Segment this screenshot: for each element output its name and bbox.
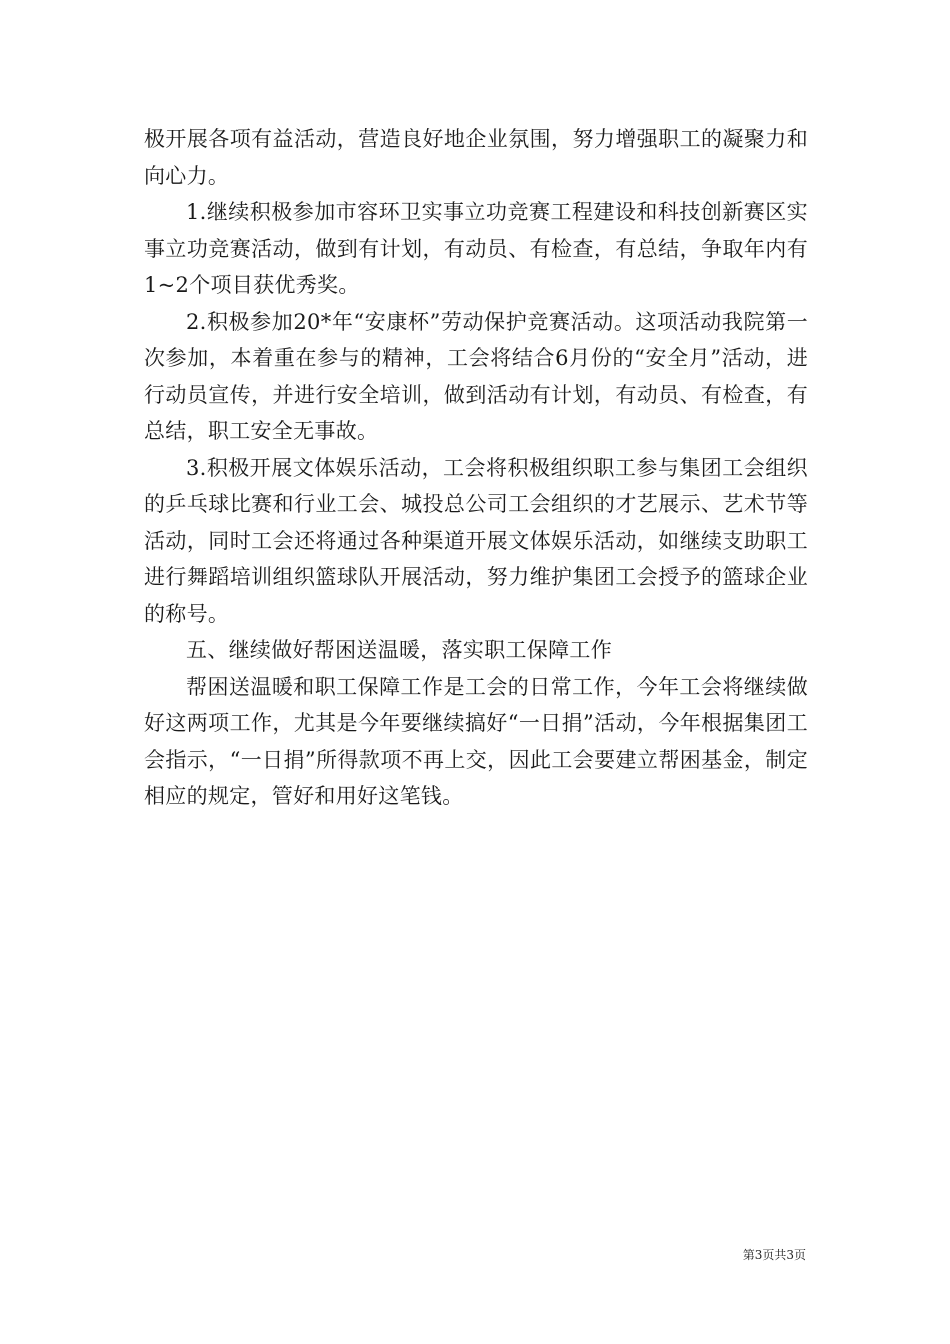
paragraph-section-5-body: 帮困送温暖和职工保障工作是工会的日常工作，今年工会将继续做好这两项工作，尤其是今年要继续搞好“一日捐”活动，今年根据集团工会指示，“一日捐”所得款项不再上交，因此工会要建立帮困基金，制定相应的规定，管好和用好这笔钱。 <box>144 674 808 808</box>
paragraph-intro-continuation: 极开展各项有益活动，营造良好地企业氛围，努力增强职工的凝聚力和向心力。 <box>144 127 808 188</box>
section-heading-5: 五、继续做好帮困送温暖，落实职工保障工作 <box>186 638 612 662</box>
document-body <box>144 121 808 815</box>
page-number-footer: 第3页共3页 <box>742 1248 806 1262</box>
paragraph-item-1: 1.继续积极参加市容环卫实事立功竞赛工程建设和科技创新赛区实事立功竞赛活动，做到有计划，有动员、有检查，有总结，争取年内有1~2个项目获优秀奖。 <box>144 200 808 297</box>
paragraph-item-2: 2.积极参加20*年“安康杯”劳动保护竞赛活动。这项活动我院第一次参加，本着重在参与的精神，工会将结合6月份的“安全月”活动，进行动员宣传，并进行安全培训，做到活动有计划，有动员、有检查，有总结，职工安全无事故。 <box>144 309 808 443</box>
paragraph-item-3: 3.积极开展文体娱乐活动，工会将积极组织职工参与集团工会组织的乒乓球比赛和行业工会、城投总公司工会组织的才艺展示、艺术节等活动，同时工会还将通过各种渠道开展文体娱乐活动，如继续支助职工进行舞蹈培训组织篮球队开展活动，努力维护集团工会授予的篮球企业的称号。 <box>144 455 808 626</box>
